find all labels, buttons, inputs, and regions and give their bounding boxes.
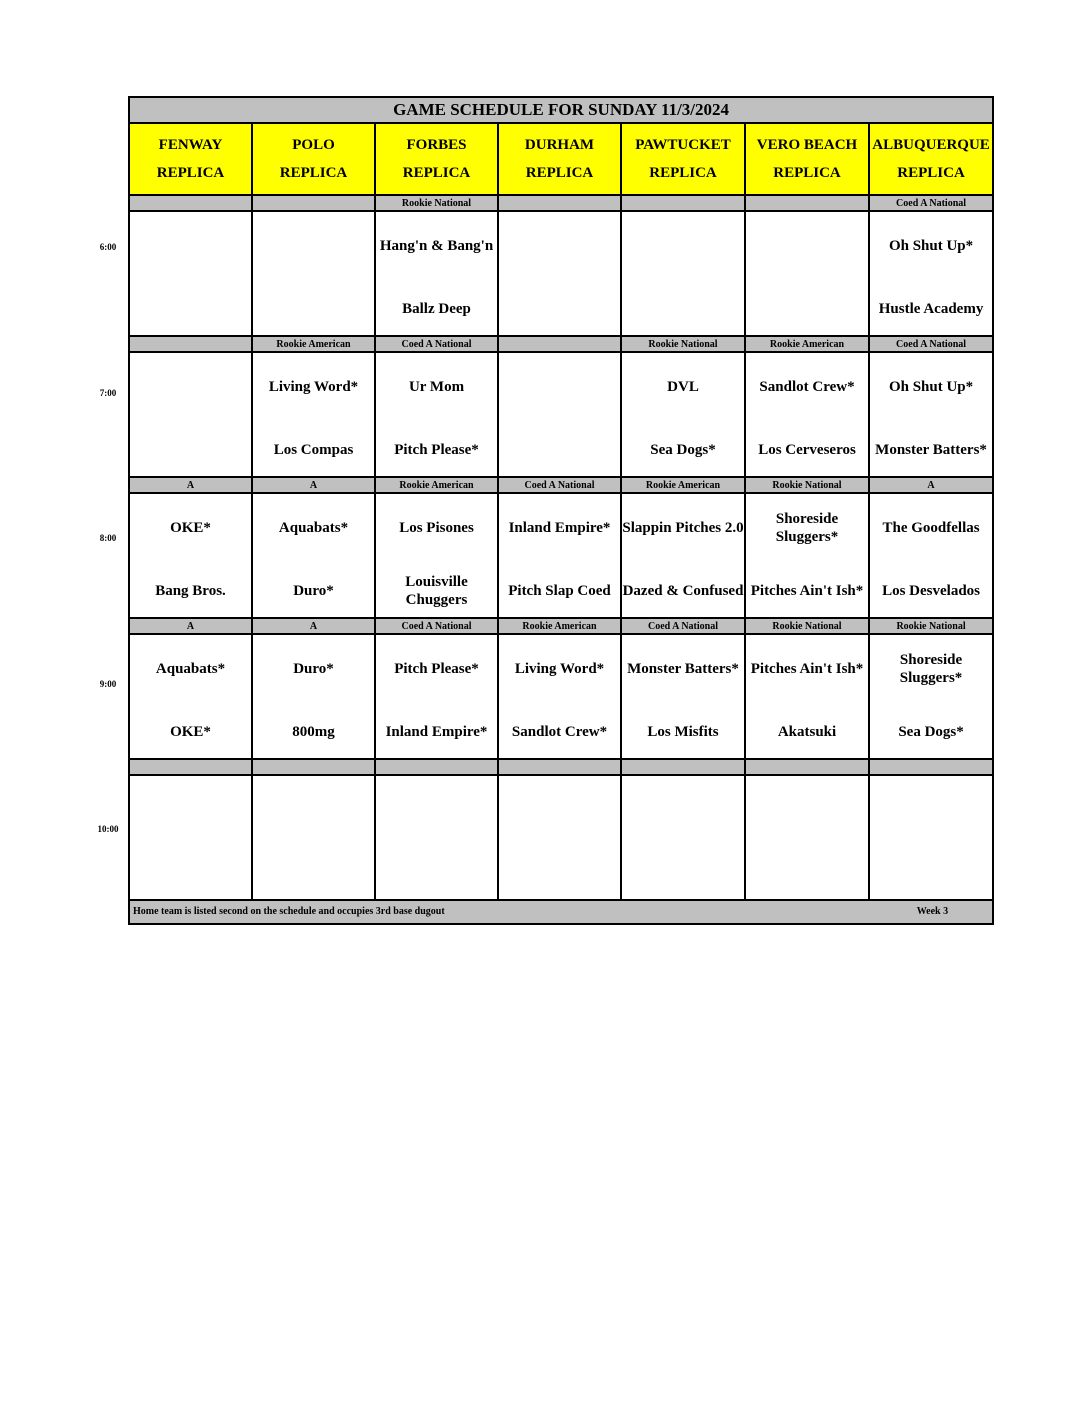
field-subtitle: REPLICA xyxy=(773,165,841,181)
game-cell xyxy=(252,634,375,759)
division-label: Coed A National xyxy=(621,618,745,634)
division-label: Rookie American xyxy=(745,336,869,352)
game-cell xyxy=(621,352,745,477)
field-header xyxy=(498,123,621,195)
game-cell xyxy=(621,634,745,759)
team-first: Oh Shut Up* xyxy=(888,379,974,395)
game-cell xyxy=(745,352,869,477)
team-second: Sandlot Crew* xyxy=(511,724,608,740)
division-label xyxy=(129,336,252,352)
division-label xyxy=(869,759,993,775)
team-second: Pitch Slap Coed xyxy=(508,583,611,599)
division-label: Rookie National xyxy=(745,618,869,634)
team-second: Monster Batters* xyxy=(875,442,987,458)
team-first: Ur Mom xyxy=(408,379,465,395)
field-subtitle: REPLICA xyxy=(402,165,471,181)
division-label: A xyxy=(252,477,375,493)
team-first: Duro* xyxy=(293,661,334,677)
time-label: 7:00 xyxy=(99,387,117,398)
division-label xyxy=(745,195,869,211)
game-cell xyxy=(621,775,745,900)
team-second: Los Compas xyxy=(273,442,354,458)
team-first: DVL xyxy=(667,379,699,395)
team-second: Akatsuki xyxy=(777,724,837,740)
division-label: A xyxy=(129,618,252,634)
division-label xyxy=(498,336,621,352)
division-row xyxy=(129,618,993,634)
division-label: Rookie American xyxy=(252,336,375,352)
field-subtitle: REPLICA xyxy=(525,165,594,181)
field-name: FENWAY xyxy=(158,137,223,153)
division-label: Rookie American xyxy=(375,477,498,493)
division-label xyxy=(745,759,869,775)
game-cell xyxy=(375,775,498,900)
team-second: Los Cerveseros xyxy=(758,442,856,458)
game-cell xyxy=(129,634,252,759)
field-subtitle: REPLICA xyxy=(156,165,225,181)
division-label xyxy=(252,759,375,775)
division-row xyxy=(129,336,993,352)
game-cell xyxy=(745,775,869,900)
game-cell xyxy=(869,352,993,477)
game-cell xyxy=(869,211,993,336)
field-name: FORBES xyxy=(406,137,467,153)
team-first: Sandlot Crew* xyxy=(759,379,855,395)
division-label: Coed A National xyxy=(375,618,498,634)
field-header xyxy=(375,123,498,195)
time-label: 10:00 xyxy=(97,824,119,834)
game-cell xyxy=(745,211,869,336)
division-label xyxy=(498,759,621,775)
division-label: Rookie National xyxy=(745,477,869,493)
team-first: Monster Batters* xyxy=(627,661,739,677)
division-row xyxy=(129,759,993,775)
game-row xyxy=(129,352,993,477)
game-cell xyxy=(869,493,993,618)
division-label xyxy=(621,759,745,775)
team-first: The Goodfellas xyxy=(882,520,980,536)
game-cell xyxy=(498,634,621,759)
team-first: Living Word* xyxy=(268,379,359,395)
division-label: Rookie American xyxy=(621,477,745,493)
team-second: Inland Empire* xyxy=(385,724,488,740)
division-label: A xyxy=(252,618,375,634)
division-row xyxy=(129,477,993,493)
game-row xyxy=(129,634,993,759)
game-cell xyxy=(621,493,745,618)
game-row xyxy=(129,775,993,900)
division-label xyxy=(621,195,745,211)
division-label: Coed A National xyxy=(869,195,993,211)
team-second: Sea Dogs* xyxy=(650,442,716,458)
footer xyxy=(129,900,993,924)
team-first: Aquabats* xyxy=(155,661,226,677)
team-second: Pitches Ain't Ish* xyxy=(750,583,864,599)
division-label: A xyxy=(129,477,252,493)
team-first: Shoreside Sluggers* xyxy=(775,511,839,545)
game-cell xyxy=(745,634,869,759)
game-cell xyxy=(869,775,993,900)
field-header xyxy=(869,123,993,195)
game-schedule-table xyxy=(128,96,994,925)
game-cell xyxy=(129,211,252,336)
schedule-title: GAME SCHEDULE FOR SUNDAY 11/3/2024 xyxy=(129,97,993,123)
game-cell xyxy=(252,352,375,477)
division-label: A xyxy=(869,477,993,493)
field-subtitle: REPLICA xyxy=(897,165,965,181)
team-second: OKE* xyxy=(170,724,211,740)
field-name: PAWTUCKET xyxy=(635,137,731,153)
team-first: Inland Empire* xyxy=(508,520,611,536)
footer-row xyxy=(129,900,993,924)
game-cell xyxy=(498,352,621,477)
home-team-note: Home team is listed second on the schedule and occupies 3rd base dugout xyxy=(133,906,445,917)
division-label: Rookie National xyxy=(869,618,993,634)
team-first: Living Word* xyxy=(514,661,605,677)
team-first: Los Pisones xyxy=(399,520,474,536)
team-second: Duro* xyxy=(293,583,334,599)
division-row xyxy=(129,195,993,211)
game-row xyxy=(129,211,993,336)
division-label xyxy=(129,759,252,775)
division-label: Rookie National xyxy=(375,195,498,211)
field-header xyxy=(621,123,745,195)
division-label xyxy=(498,195,621,211)
team-second: Dazed & Confused xyxy=(622,583,744,599)
division-label: Coed A National xyxy=(375,336,498,352)
game-cell xyxy=(375,211,498,336)
time-label: 6:00 xyxy=(99,242,117,252)
game-cell xyxy=(621,211,745,336)
field-subtitle: REPLICA xyxy=(279,165,348,181)
team-second: Sea Dogs* xyxy=(898,724,964,740)
team-first: OKE* xyxy=(170,520,211,536)
game-cell xyxy=(129,352,252,477)
game-cell xyxy=(498,775,621,900)
game-row xyxy=(129,493,993,618)
game-cell xyxy=(498,211,621,336)
division-label: Coed A National xyxy=(869,336,993,352)
field-name: DURHAM xyxy=(524,137,595,153)
game-cell xyxy=(869,634,993,759)
field-name: VERO BEACH xyxy=(756,137,858,153)
game-cell xyxy=(375,352,498,477)
team-second: Los Desvelados xyxy=(882,583,981,599)
division-label xyxy=(252,195,375,211)
team-first: Slappin Pitches 2.0 xyxy=(622,520,744,536)
week-label: Week 3 xyxy=(916,906,949,917)
team-first: Hang'n & Bang'n xyxy=(379,238,494,254)
division-label: Rookie National xyxy=(621,336,745,352)
team-first: Pitch Please* xyxy=(394,661,479,677)
game-cell xyxy=(129,775,252,900)
field-header xyxy=(745,123,869,195)
division-label: Coed A National xyxy=(498,477,621,493)
game-cell xyxy=(745,493,869,618)
field-header-row xyxy=(129,123,993,195)
team-second: 800mg xyxy=(292,724,335,740)
game-cell xyxy=(375,493,498,618)
team-first: Pitches Ain't Ish* xyxy=(750,661,864,677)
team-second: Bang Bros. xyxy=(155,583,226,599)
team-second: Los Misfits xyxy=(647,724,719,740)
game-cell xyxy=(498,493,621,618)
team-second: Louisville Chuggers xyxy=(405,574,468,608)
game-cell xyxy=(129,493,252,618)
game-cell xyxy=(252,493,375,618)
field-header xyxy=(252,123,375,195)
field-name: POLO xyxy=(292,137,335,153)
field-subtitle: REPLICA xyxy=(649,165,717,181)
team-second: Pitch Please* xyxy=(394,442,479,458)
game-cell xyxy=(252,775,375,900)
game-cell xyxy=(252,211,375,336)
division-label: Rookie American xyxy=(498,618,621,634)
field-header xyxy=(129,123,252,195)
team-second: Ballz Deep xyxy=(402,301,471,317)
time-label: 9:00 xyxy=(99,678,117,689)
game-cell xyxy=(375,634,498,759)
team-first: Oh Shut Up* xyxy=(888,238,974,254)
team-second: Hustle Academy xyxy=(878,301,984,317)
field-name: ALBUQUERQUE xyxy=(872,137,990,153)
team-first: Aquabats* xyxy=(278,520,349,536)
time-label: 8:00 xyxy=(99,533,117,543)
division-label xyxy=(375,759,498,775)
team-first: Shoreside Sluggers* xyxy=(899,652,963,686)
division-label xyxy=(129,195,252,211)
